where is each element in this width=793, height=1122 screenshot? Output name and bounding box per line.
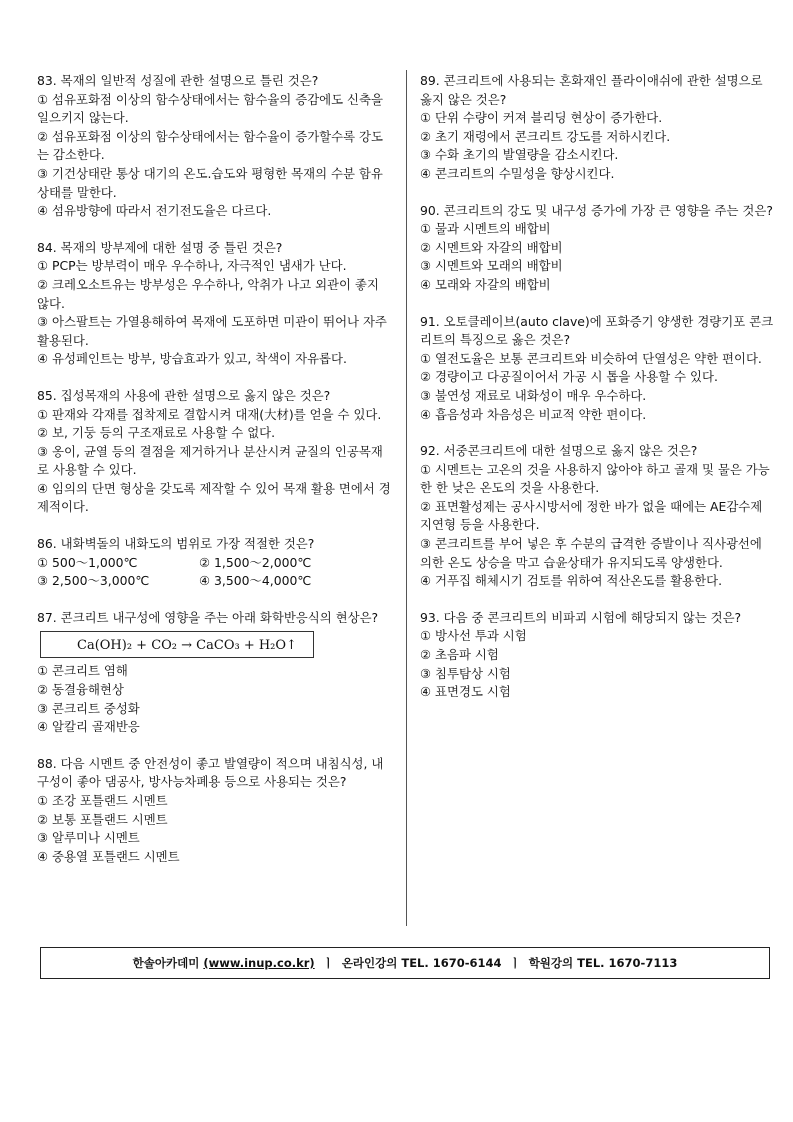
- option-4: ④ 거푸집 해체시기 검토를 위하여 적산온도를 활용한다.: [420, 573, 723, 589]
- question-stem: 89. 콘크리트에 사용되는 혼화재인 플라이애쉬에 관한 설명으로 옳지 않은 것은?: [420, 73, 763, 107]
- question-stem: 85. 집성목재의 사용에 관한 설명으로 옳지 않은 것은?: [37, 387, 331, 403]
- option-1: ① 조강 포틀랜드 시멘트: [37, 793, 168, 808]
- chemical-formula-box: Ca(OH)₂ + CO₂ → CaCO₃ + H₂O↑: [40, 631, 314, 658]
- option-4: ④ 3,500～4,000℃: [199, 573, 312, 589]
- option-1: ① 방사선 투과 시험: [420, 628, 527, 644]
- option-2: ② 보, 기둥 등의 구조재료로 사용할 수 없다.: [37, 425, 276, 441]
- option-1: ① 시멘트는 고온의 것을 사용하지 않아야 하고 골재 및 물은 가능한 한 낮은 온도의 것을 사용한다.: [420, 461, 770, 496]
- option-2: ② 1,500～2,000℃: [199, 554, 312, 570]
- option-3: ③ 침투탐상 시험: [420, 665, 511, 681]
- question-84: [37, 239, 392, 369]
- option-2: ② 크레오소트유는 방부성은 우수하나, 악취가 나고 외관이 좋지 않다.: [37, 276, 379, 311]
- question-stem: 88. 다음 시멘트 중 안전성이 좋고 발열량이 적으며 내침식성, 내구성이 좋아 댐공사, 방사능차폐용 등으로 사용되는 것은?: [37, 755, 384, 790]
- option-3: ③ 기건상태란 통상 대기의 온도.습도와 평형한 목재의 수분 함유 상태를 말한다.: [37, 165, 383, 200]
- option-4: ④ 중용열 포틀랜드 시멘트: [37, 848, 180, 864]
- question-stem: 90. 콘크리트의 강도 및 내구성 증가에 가장 큰 영향을 주는 것은?: [420, 202, 773, 218]
- question-83: [37, 72, 392, 221]
- option-4: ④ 섬유방향에 따라서 전기전도율은 다르다.: [37, 203, 272, 219]
- question-stem: 84. 목재의 방부제에 대한 설명 중 틀린 것은?: [37, 239, 283, 255]
- question-89: [420, 72, 775, 184]
- option-3: ③ 수화 초기의 발열량을 감소시킨다.: [420, 147, 619, 163]
- options-grid: [37, 554, 392, 591]
- option-3: ③ 콘크리트를 부어 넣은 후 수분의 급격한 증발이나 직사광선에 의한 온도 상승을 막고 습윤상태가 유지되도록 양생한다.: [420, 536, 762, 570]
- option-4: ④ 콘크리트의 수밀성을 향상시킨다.: [420, 165, 615, 181]
- question-93: [420, 609, 775, 702]
- question-88: [37, 755, 392, 867]
- option-4: ④ 표면경도 시험: [420, 684, 511, 700]
- question-87: [37, 609, 392, 737]
- right-column: [420, 72, 775, 720]
- option-2: ② 경량이고 다공질이어서 가공 시 톱을 사용할 수 있다.: [420, 369, 718, 385]
- question-91: [420, 313, 775, 425]
- option-4: ④ 모래와 자갈의 배합비: [420, 276, 551, 292]
- academy-name: 한솔아카데미: [132, 956, 200, 970]
- option-3: ③ 시멘트와 모래의 배합비: [420, 258, 563, 274]
- option-4: ④ 흡음성과 차음성은 비교적 약한 편이다.: [420, 406, 647, 422]
- question-86: [37, 535, 392, 591]
- question-92: [420, 442, 775, 591]
- question-90: [420, 202, 775, 295]
- left-column: [37, 72, 392, 884]
- option-1: ① 섬유포화점 이상의 함수상태에서는 함수율의 증감에도 신축을 일으키지 않는다.: [37, 91, 383, 126]
- option-2: ② 섬유포화점 이상의 함수상태에서는 함수율이 증가할수록 강도는 감소한다.: [37, 128, 383, 163]
- separator: ㅣ: [322, 956, 334, 970]
- question-stem: 93. 다음 중 콘크리트의 비파괴 시험에 해당되지 않는 것은?: [420, 609, 742, 625]
- option-1: ① PCP는 방부력이 매우 우수하나, 자극적인 냄새가 난다.: [37, 258, 347, 274]
- option-4: ④ 유성페인트는 방부, 방습효과가 있고, 착색이 자유롭다.: [37, 351, 347, 367]
- separator: ㅣ: [509, 956, 521, 970]
- option-3: ③ 알루미나 시멘트: [37, 830, 140, 846]
- question-stem: 86. 내화벽돌의 내화도의 범위로 가장 적절한 것은?: [37, 536, 315, 552]
- question-stem: 92. 서중콘크리트에 대한 설명으로 옳지 않은 것은?: [420, 443, 698, 459]
- column-divider: [406, 70, 407, 926]
- question-stem: 91. 오토클레이브(auto clave)에 포화증기 양생한 경량기포 콘크리트의 특징으로 옳은 것은?: [420, 313, 774, 348]
- option-2: ② 보통 포틀랜드 시멘트: [37, 811, 168, 827]
- question-stem: 83. 목재의 일반적 성질에 관한 설명으로 틀린 것은?: [37, 73, 319, 88]
- question-stem: 87. 콘크리트 내구성에 영향을 주는 아래 화학반응식의 현상은?: [37, 609, 379, 625]
- question-85: [37, 387, 392, 517]
- option-3: ③ 아스팔트는 가열용해하여 목재에 도포하면 미관이 뛰어나 자주 활용된다.: [37, 314, 387, 348]
- option-2: ② 시멘트와 자갈의 배합비: [420, 239, 563, 255]
- online-lecture-phone: 온라인강의 TEL. 1670-6144: [341, 956, 502, 970]
- option-3: ③ 콘크리트 중성화: [37, 700, 140, 716]
- footer-bar: [40, 947, 770, 979]
- option-4: ④ 임의의 단면 형상을 갖도록 제작할 수 있어 목재 활용 면에서 경제적이다.: [37, 480, 391, 515]
- option-4: ④ 알칼리 골재반응: [37, 719, 140, 735]
- option-2: ② 초기 재령에서 콘크리트 강도를 저하시킨다.: [420, 128, 671, 144]
- option-2: ② 표면활성제는 공사시방서에 정한 바가 없을 때에는 AE감수제 지연형 등을 사용한다.: [420, 498, 763, 533]
- option-1: ① 콘크리트 염해: [37, 663, 128, 679]
- option-2: ② 초음파 시험: [420, 647, 499, 663]
- option-2: ② 동결융해현상: [37, 682, 124, 698]
- website-link[interactable]: (www.inup.co.kr): [203, 956, 315, 970]
- option-1: ① 물과 시멘트의 배합비: [420, 221, 551, 237]
- option-3: ③ 불연성 재료로 내화성이 매우 우수하다.: [420, 387, 647, 403]
- option-1: ① 500～1,000℃: [37, 554, 138, 570]
- option-1: ① 단위 수량이 커져 블리딩 현상이 증가한다.: [420, 110, 663, 126]
- academy-lecture-phone: 학원강의 TEL. 1670-7113: [528, 956, 678, 970]
- option-3: ③ 옹이, 균열 등의 결점을 제거하거나 분산시켜 균질의 인공목재로 사용할 수 있다.: [37, 443, 383, 478]
- option-1: ① 판재와 각재를 접착제로 결합시켜 대재(大材)를 얻을 수 있다.: [37, 406, 382, 422]
- option-1: ① 열전도율은 보통 콘크리트와 비슷하여 단열성은 약한 편이다.: [420, 350, 762, 366]
- option-3: ③ 2,500～3,000℃: [37, 573, 150, 589]
